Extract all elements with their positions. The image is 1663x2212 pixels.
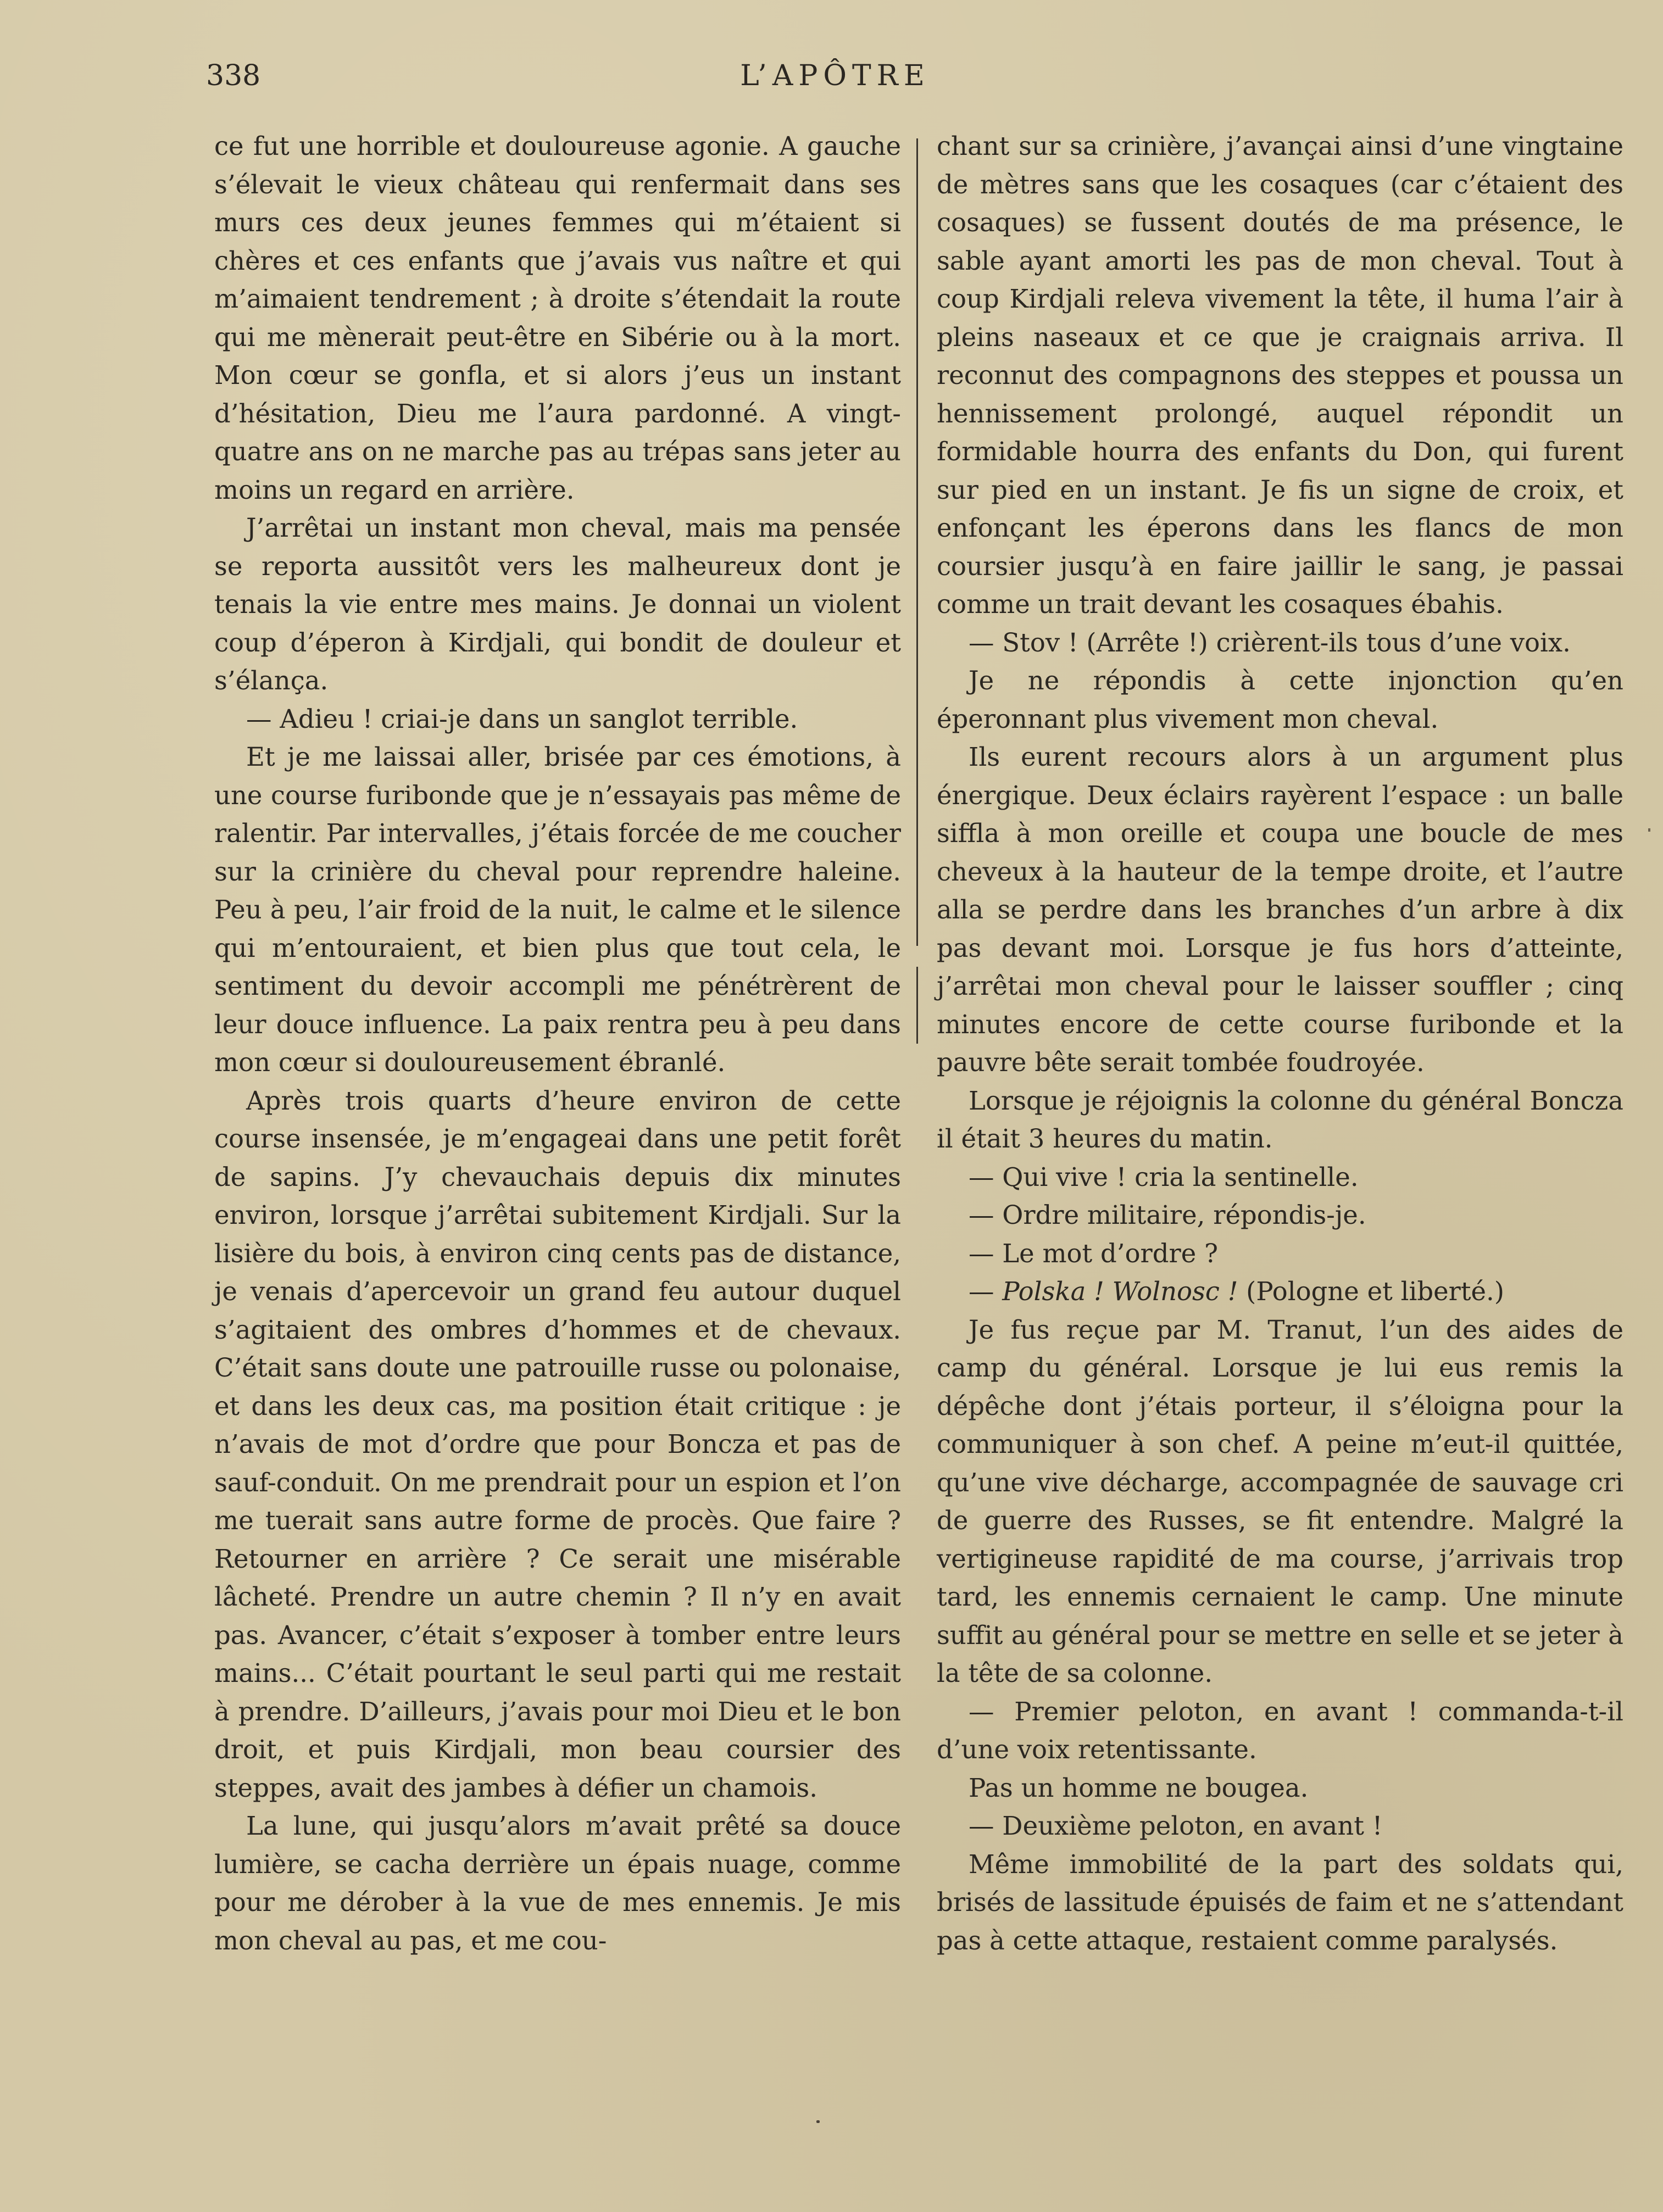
paragraph: — Le mot d’ordre ?	[969, 1238, 1219, 1268]
password-phrase: Polska ! Wolnosc !	[1002, 1277, 1238, 1306]
paragraph: Lorsque je réjoignis la colonne du général Boncza il était 3 heures du matin.	[937, 1085, 1623, 1154]
dash: —	[969, 1277, 1003, 1306]
right-column	[937, 127, 1623, 1960]
paragraph: La lune, qui jusqu’alors m’avait prêté sa douce lumière, se cacha derrière un épais nuage, comme pour me dérober à la vue de mes ennemis. Je mis mon cheval au pas, et me cou-	[214, 1811, 901, 1955]
paragraph: Et je me laissai aller, brisée par ces émotions, à une course furibonde que je n’essayais pas même de ralentir. Par intervalles, j’étais forcée de me coucher sur la crinière du cheval pour reprendre haleine. Peu à peu, l’air froid de la nuit, le calme et le silence qui m’entouraient, et bien plus que tout cela, le sentiment du devoir accompli me pénétrèrent de leur douce influence. La paix rentra peu à peu dans mon cœur si douloureusement ébranlé.	[214, 742, 901, 1077]
paragraph: — Qui vive ! cria la sentinelle.	[969, 1162, 1359, 1192]
ink-speck	[1648, 828, 1650, 832]
paragraph: Je ne répondis à cette injonction qu’en éperonnant plus vivement mon cheval.	[937, 666, 1623, 734]
paragraph: ce fut une horrible et douloureuse agonie. A gauche s’élevait le vieux château qui renfermait dans ses murs ces deux jeunes femmes qui m’étaient si chères et ces enfants que j’avais vus naître et qui m’aimaient tendrement ; à droite s’étendait la route qui me mènerait peut-être en Sibérie ou à la mort. Mon cœur se gonfla, et si alors j’eus un instant d’hésitation, Dieu me l’aura pardonné. A vingt-quatre ans on ne marche pas au trépas sans jeter au moins un regard en arrière.	[214, 131, 901, 505]
paragraph: J’arrêtai un instant mon cheval, mais ma pensée se reporta aussitôt vers les malheureux dont je tenais la vie entre mes mains. Je donnai un violent coup d’éperon à Kirdjali, qui bondit de douleur et s’élança.	[214, 513, 901, 695]
password-line	[937, 1273, 1623, 1311]
paragraph: — Deuxième peloton, en avant !	[969, 1811, 1383, 1841]
paragraph: Je fus reçue par M. Tranut, l’un des aides de camp du général. Lorsque je lui eus remis la dépêche dont j’étais porteur, il s’éloigna pour la communiquer à son chef. A peine m’eut-il quittée, qu’une vive décharge, accompagnée de sauvage cri de guerre des Russes, se fit entendre. Malgré la vertigineuse rapidité de ma course, j’arrivais trop tard, les ennemis cernaient le camp. Une minute suffit au général pour se mettre en selle et se jeter à la tête de sa colonne.	[937, 1314, 1623, 1688]
page-number: 338	[206, 59, 261, 92]
column-divider	[916, 967, 918, 1044]
paragraph: Même immobilité de la part des soldats qui, brisés de lassitude épuisés de faim et ne s’attendant pas à cette attaque, restaient comme paralysés.	[937, 1849, 1623, 1955]
paragraph: — Adieu ! criai-je dans un sanglot terrible.	[246, 704, 798, 734]
paragraph: Pas un homme ne bougea.	[969, 1773, 1309, 1803]
column-divider	[916, 138, 918, 946]
paragraph: Ils eurent recours alors à un argument plus énergique. Deux éclairs rayèrent l’espace : un balle siffla à mon oreille et coupa une boucle de mes cheveux à la hauteur de la tempe droite, et l’autre alla se perdre dans les branches d’un arbre à dix pas devant moi. Lorsque je fus hors d’atteinte, j’arrêtai mon cheval pour le laisser souffler ; cinq minutes encore de cette course furibonde et la pauvre bête serait tombée foudroyée.	[937, 742, 1623, 1077]
paragraph: Après trois quarts d’heure environ de cette course insensée, je m’engageai dans une petit forêt de sapins. J’y chevauchais depuis dix minutes environ, lorsque j’arrêtai subitement Kirdjali. Sur la lisière du bois, à environ cinq cents pas de distance, je venais d’apercevoir un grand feu autour duquel s’agitaient des ombres d’hommes et de chevaux. C’était sans doute une patrouille russe ou polonaise, et dans les deux cas, ma position était critique : je n’avais de mot d’ordre que pour Boncza et pas de sauf-conduit. On me prendrait pour un espion et l’on me tuerait sans autre forme de procès. Que faire ? Retourner en arrière ? Ce serait une misérable lâcheté. Prendre un autre chemin ? Il n’y en avait pas. Avancer, c’était s’exposer à tomber entre leurs mains... C’était pourtant le seul parti qui me restait à prendre. D’ailleurs, j’avais pour moi Dieu et le bon droit, et puis Kirdjali, mon beau coursier des steppes, avait des jambes à défier un chamois.	[214, 1085, 901, 1803]
paragraph: — Stov ! (Arrête !) crièrent-ils tous d’une voix.	[969, 627, 1571, 658]
paragraph: chant sur sa crinière, j’avançai ainsi d’une vingtaine de mètres sans que les cosaques (car c’étaient des cosaques) se fussent doutés de ma présence, le sable ayant amorti les pas de mon cheval. Tout à coup Kirdjali releva vivement la tête, il huma l’air à pleins naseaux et ce que je craignais arriva. Il reconnut des compagnons des steppes et poussa un hennissement prolongé, auquel répondit un formidable hourra des enfants du Don, qui furent sur pied en un instant. Je fis un signe de croix, et enfonçant les éperons dans les flancs de mon coursier jusqu’à en faire jaillir le sang, je passai comme un trait devant les cosaques ébahis.	[937, 131, 1623, 619]
running-title: L’APÔTRE	[740, 59, 930, 92]
left-column	[214, 127, 901, 1960]
ink-speck	[816, 2120, 820, 2123]
paragraph: — Premier peloton, en avant ! commanda-t-il d’une voix retentissante.	[937, 1696, 1623, 1764]
translation: (Pologne et liberté.)	[1238, 1277, 1504, 1306]
paragraph: — Ordre militaire, répondis-je.	[969, 1200, 1366, 1230]
